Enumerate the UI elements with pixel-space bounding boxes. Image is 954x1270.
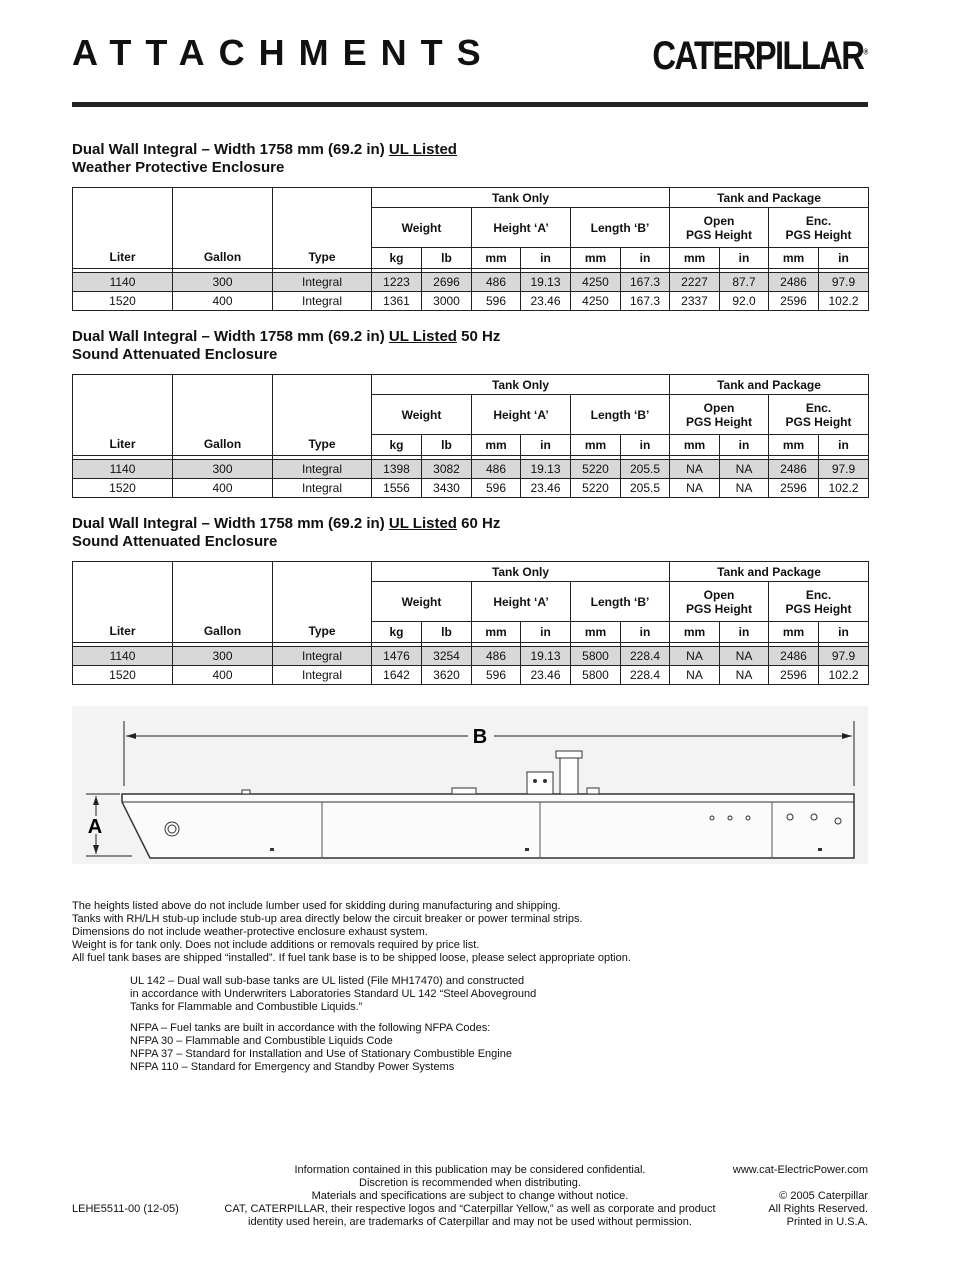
unit-label: mm [769, 435, 819, 456]
table-cell: 2227 [670, 273, 720, 292]
spec-section-1 [72, 141, 868, 311]
table-cell: NA [720, 647, 769, 666]
legal-line: CAT, CATERPILLAR, their respective logos and “Caterpillar Yellow,” as well as corporate and product [224, 1203, 716, 1215]
title-line2: Weather Protective Enclosure [72, 159, 285, 176]
table-cell: NA [720, 479, 769, 498]
unit-label: in [521, 435, 571, 456]
table-cell: 2486 [769, 273, 819, 292]
group-tank-only: Tank Only [372, 562, 670, 582]
table-cell: 400 [173, 479, 273, 498]
table-cell: 87.7 [720, 273, 769, 292]
table-cell: 400 [173, 292, 273, 311]
unit-label: lb [422, 622, 472, 643]
table-row [73, 647, 869, 666]
col-enc-pgs: Enc. PGS Height [769, 582, 869, 622]
section-title [72, 141, 868, 177]
ul-listed-link: UL Listed [388, 141, 457, 158]
website-link[interactable]: www.cat-ElectricPower.com [732, 1164, 868, 1176]
table-cell: 5220 [571, 479, 621, 498]
table-cell: 23.46 [521, 292, 571, 311]
note-line: All fuel tank bases are shipped “installed”. If fuel tank base is to be shipped loose, please select appropriate option. [72, 952, 631, 964]
title-suffix: 60 Hz [456, 515, 501, 532]
table-cell: 23.46 [521, 666, 571, 685]
table-cell: NA [720, 666, 769, 685]
table-cell: 1398 [372, 460, 422, 479]
col-enc-pgs: Enc. PGS Height [769, 395, 869, 435]
unit-label: in [521, 622, 571, 643]
unit-label: mm [571, 248, 621, 269]
unit-label: mm [670, 435, 720, 456]
table-cell: 596 [472, 292, 521, 311]
ul-standard-note [130, 975, 536, 1014]
note-line: Weight is for tank only. Does not include additions or removals required by price list. [72, 939, 480, 951]
table-cell: 1520 [73, 479, 173, 498]
table-cell: 1361 [372, 292, 422, 311]
unit-label: in [621, 248, 670, 269]
unit-label: in [720, 435, 769, 456]
col-height-a: Height ‘A’ [472, 395, 571, 435]
table-row [73, 479, 869, 498]
unit-label: mm [472, 435, 521, 456]
registered-mark: ® [863, 47, 868, 57]
table-row [73, 460, 869, 479]
note-line: Dimensions do not include weather-protective enclosure exhaust system. [72, 926, 428, 938]
table-cell: 3254 [422, 647, 472, 666]
table-cell: Integral [273, 460, 372, 479]
ul-line: Tanks for Flammable and Combustible Liquids.” [130, 1001, 363, 1013]
col-type: Type [273, 375, 372, 456]
copyright [768, 1190, 868, 1229]
ul-line: in accordance with Underwriters Laboratories Standard UL 142 “Steel Aboveground [130, 988, 537, 1000]
table-cell: 1476 [372, 647, 422, 666]
dimension-b-label: B [472, 726, 488, 748]
table-cell: 596 [472, 479, 521, 498]
table-cell: 1223 [372, 273, 422, 292]
unit-label: in [621, 622, 670, 643]
general-notes [72, 900, 872, 965]
unit-label: mm [571, 622, 621, 643]
note-line: Tanks with RH/LH stub-up include stub-up area directly below the circuit breaker or power terminal strips. [72, 913, 583, 925]
table-cell: 5800 [571, 647, 621, 666]
legal-line: Information contained in this publication may be considered confidential. [294, 1164, 646, 1176]
unit-label: mm [472, 622, 521, 643]
unit-label: in [819, 248, 869, 269]
header-rule [72, 102, 868, 107]
table-cell: 5220 [571, 460, 621, 479]
col-weight: Weight [372, 208, 472, 248]
table-cell: 2696 [422, 273, 472, 292]
table-cell: 102.2 [819, 666, 869, 685]
table-row [73, 666, 869, 685]
table-cell: 92.0 [720, 292, 769, 311]
unit-label: in [819, 622, 869, 643]
table-cell: 205.5 [621, 460, 670, 479]
table-cell: 2486 [769, 460, 819, 479]
header-row-groups [73, 188, 869, 208]
table-cell: 486 [472, 460, 521, 479]
legal-line: identity used herein, are trademarks of Caterpillar and may not be used without permission. [248, 1216, 692, 1228]
table-cell: Integral [273, 273, 372, 292]
ul-line: UL 142 – Dual wall sub-base tanks are UL listed (File MH17470) and constructed [130, 975, 525, 987]
col-weight: Weight [372, 582, 472, 622]
table-cell: 3000 [422, 292, 472, 311]
table-cell: Integral [273, 479, 372, 498]
table-cell: Integral [273, 292, 372, 311]
ul-listed-link: UL Listed [388, 328, 457, 345]
col-length-b: Length ‘B’ [571, 582, 670, 622]
table-cell: 4250 [571, 273, 621, 292]
table-cell: 2337 [670, 292, 720, 311]
section-title [72, 515, 868, 551]
table-cell: 4250 [571, 292, 621, 311]
col-open-pgs: Open PGS Height [670, 582, 769, 622]
col-type: Type [273, 562, 372, 643]
table-cell: 3620 [422, 666, 472, 685]
table-cell: 167.3 [621, 292, 670, 311]
spec-table [72, 374, 869, 498]
spec-table [72, 187, 869, 311]
table-cell: 1140 [73, 647, 173, 666]
col-liter: Liter [73, 188, 173, 269]
table-cell: 205.5 [621, 479, 670, 498]
table-cell: 167.3 [621, 273, 670, 292]
unit-label: mm [670, 248, 720, 269]
col-liter: Liter [73, 562, 173, 643]
table-cell: NA [720, 460, 769, 479]
unit-label: mm [670, 622, 720, 643]
table-cell: 1556 [372, 479, 422, 498]
table-cell: 486 [472, 273, 521, 292]
unit-label: kg [372, 435, 422, 456]
header-row-groups [73, 562, 869, 582]
col-length-b: Length ‘B’ [571, 208, 670, 248]
title-text: Dual Wall Integral – Width 1758 mm (69.2 in) [72, 141, 389, 158]
col-type: Type [273, 188, 372, 269]
table-cell: Integral [273, 647, 372, 666]
table-cell: 400 [173, 666, 273, 685]
table-cell: 228.4 [621, 666, 670, 685]
unit-label: in [819, 435, 869, 456]
tank-side-drawing [72, 706, 868, 864]
table-cell: NA [670, 666, 720, 685]
group-tank-only: Tank Only [372, 375, 670, 395]
table-cell: 97.9 [819, 273, 869, 292]
unit-label: in [720, 622, 769, 643]
title-suffix: 50 Hz [456, 328, 501, 345]
col-enc-pgs: Enc. PGS Height [769, 208, 869, 248]
col-height-a: Height ‘A’ [472, 582, 571, 622]
spec-section-3 [72, 515, 868, 685]
caterpillar-logo [652, 34, 868, 79]
nfpa-line: NFPA 37 – Standard for Installation and Use of Stationary Combustible Engine [130, 1048, 512, 1060]
table-cell: 1642 [372, 666, 422, 685]
unit-label: lb [422, 248, 472, 269]
table-cell: 228.4 [621, 647, 670, 666]
table-cell: 19.13 [521, 460, 571, 479]
table-cell: 596 [472, 666, 521, 685]
table-cell: 3082 [422, 460, 472, 479]
unit-label: kg [372, 248, 422, 269]
doc-number: LEHE5511-00 (12-05) [72, 1203, 179, 1215]
copyright-line: Printed in U.S.A. [786, 1216, 868, 1228]
col-length-b: Length ‘B’ [571, 395, 670, 435]
legal-line: Materials and specifications are subject to change without notice. [311, 1190, 629, 1202]
table-cell: 2486 [769, 647, 819, 666]
table-cell: 5800 [571, 666, 621, 685]
unit-label: kg [372, 622, 422, 643]
group-tank-package: Tank and Package [670, 562, 869, 582]
spec-section-2 [72, 328, 868, 498]
ul-listed-link: UL Listed [388, 515, 457, 532]
table-cell: 3430 [422, 479, 472, 498]
col-gallon: Gallon [173, 375, 273, 456]
table-cell: 19.13 [521, 273, 571, 292]
col-liter: Liter [73, 375, 173, 456]
table-cell: 19.13 [521, 647, 571, 666]
unit-label: in [720, 248, 769, 269]
group-tank-package: Tank and Package [670, 188, 869, 208]
col-weight: Weight [372, 395, 472, 435]
table-cell: NA [670, 647, 720, 666]
col-open-pgs: Open PGS Height [670, 395, 769, 435]
table-row [73, 292, 869, 311]
table-cell: 2596 [769, 666, 819, 685]
table-row [73, 273, 869, 292]
table-cell: 102.2 [819, 292, 869, 311]
nfpa-line: NFPA 110 – Standard for Emergency and Standby Power Systems [130, 1061, 455, 1073]
table-cell: NA [670, 479, 720, 498]
title-line2: Sound Attenuated Enclosure [72, 533, 278, 550]
col-gallon: Gallon [173, 188, 273, 269]
copyright-line: © 2005 Caterpillar [779, 1190, 868, 1202]
table-cell: Integral [273, 666, 372, 685]
table-cell: 97.9 [819, 460, 869, 479]
unit-label: mm [769, 622, 819, 643]
col-open-pgs: Open PGS Height [670, 208, 769, 248]
table-cell: 300 [173, 273, 273, 292]
table-cell: 1520 [73, 292, 173, 311]
unit-label: lb [422, 435, 472, 456]
table-cell: 1140 [73, 273, 173, 292]
section-title [72, 328, 868, 364]
table-cell: 2596 [769, 479, 819, 498]
header-row-groups [73, 375, 869, 395]
col-height-a: Height ‘A’ [472, 208, 571, 248]
title-text: Dual Wall Integral – Width 1758 mm (69.2 in) [72, 328, 389, 345]
dimension-a-label: A [87, 816, 103, 838]
nfpa-standard-note [130, 1022, 512, 1074]
page-title: ATTACHMENTS [72, 32, 495, 73]
unit-label: in [621, 435, 670, 456]
table-cell: 300 [173, 647, 273, 666]
table-cell: NA [670, 460, 720, 479]
legal-line: Discretion is recommended when distributing. [359, 1177, 581, 1189]
copyright-line: All Rights Reserved. [768, 1203, 868, 1215]
brand-name: CATERPILLAR [652, 34, 864, 78]
unit-label: mm [472, 248, 521, 269]
title-line2: Sound Attenuated Enclosure [72, 346, 278, 363]
table-cell: 486 [472, 647, 521, 666]
table-cell: 23.46 [521, 479, 571, 498]
title-text: Dual Wall Integral – Width 1758 mm (69.2 in) [72, 515, 389, 532]
nfpa-line: NFPA – Fuel tanks are built in accordance with the following NFPA Codes: [130, 1022, 491, 1034]
table-cell: 97.9 [819, 647, 869, 666]
group-tank-package: Tank and Package [670, 375, 869, 395]
unit-label: mm [769, 248, 819, 269]
table-cell: 300 [173, 460, 273, 479]
legal-notice [190, 1164, 750, 1229]
table-cell: 2596 [769, 292, 819, 311]
note-line: The heights listed above do not include lumber used for skidding during manufacturing and shipping. [72, 900, 561, 912]
spec-table [72, 561, 869, 685]
col-gallon: Gallon [173, 562, 273, 643]
table-cell: 1520 [73, 666, 173, 685]
unit-label: mm [571, 435, 621, 456]
group-tank-only: Tank Only [372, 188, 670, 208]
nfpa-line: NFPA 30 – Flammable and Combustible Liquids Code [130, 1035, 393, 1047]
unit-label: in [521, 248, 571, 269]
table-cell: 1140 [73, 460, 173, 479]
table-cell: 102.2 [819, 479, 869, 498]
